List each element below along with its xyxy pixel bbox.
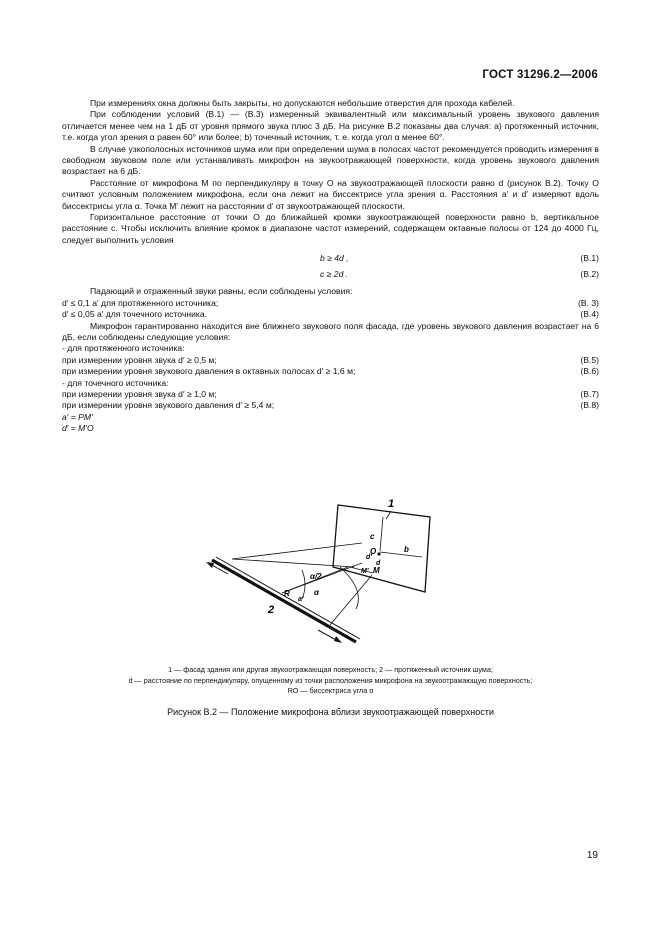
figure-legend: [62, 665, 599, 697]
page-number: 19: [586, 850, 598, 861]
paragraph: При измерениях окна должны быть закрыты, но допускаются небольшие отверстия для прохода кабелей.: [90, 98, 515, 108]
body-text: [62, 98, 599, 435]
figure-b2-diagram: [190, 495, 450, 655]
formula-number: (В.6): [580, 366, 599, 377]
label-b: b: [404, 545, 409, 554]
definition: d′ = M′O: [62, 423, 94, 434]
paragraph: При соблюдении условий (В.1) — (В.3) измеренный эквивалентный или максимальный уровень звукового давления отличается менее чем на 1 дБ от уровня прямого звука плюс 3 дБ. На рисунке В.2 показаны два случая: а) протяженный источник, т.е. когда угол зрения α равен 60° или более; b) точечный источник, т. е. когда угол α менее 60°.: [62, 109, 599, 143]
condition-text: d′ ≤ 0,1 a′ для протяженного источника;: [62, 297, 219, 308]
formula-number: (В.1): [580, 253, 599, 264]
label-a-prime: a′: [298, 596, 304, 603]
condition-b4: [62, 309, 599, 320]
label-2: 2: [268, 604, 275, 616]
condition-text: при измерении уровня звукового давления в октавных полосах d′ ≥ 1,6 м;: [62, 366, 356, 377]
list-label: - для точечного источника:: [62, 377, 169, 388]
label-O: O: [370, 547, 377, 556]
label-M-prime: M′: [361, 568, 369, 575]
formula-number: (В.8): [580, 400, 599, 411]
label-alpha: α: [314, 588, 319, 597]
paragraph: Микрофон гарантированно находится вне ближнего звукового поля фасада, где уровень звукового давления возрастает на 6 дБ, если соблюдены следующие условия:: [62, 320, 599, 342]
condition-b3: [62, 298, 599, 309]
condition-text: при измерении уровня звукового давления d′ ≥ 5,4 м;: [62, 400, 275, 411]
formula-number: (В.7): [580, 388, 599, 399]
condition-text: d′ ≤ 0,05 a′ для точечного источника.: [62, 309, 208, 320]
condition-text: при измерении уровня звука d′ ≥ 0,5 м;: [62, 354, 217, 365]
formula-number: (В.2): [580, 269, 599, 280]
legend-line: RO — биссектриса угла α: [287, 686, 374, 696]
formula-b1: [62, 250, 599, 266]
formula-number: (В. 3): [577, 297, 599, 308]
formula-expression: b ≥ 4d ,: [320, 253, 349, 264]
list-label: - для протяженного источника:: [62, 343, 185, 354]
legend-line: 1 — фасад здания или другая звукоотражающая поверхность; 2 — протяженный источник шума;: [168, 665, 493, 674]
label-1: 1: [388, 498, 395, 510]
document-header: ГОСТ 31296.2—2006: [482, 69, 598, 81]
formula-number: (В.5): [580, 354, 599, 365]
label-R: R: [284, 589, 290, 598]
label-d-prime: d′: [366, 554, 372, 561]
paragraph: Расстояние от микрофона M по перпендикуляру в точку O на звукоотражающей плоскости равно d (рисунок В.2). Точку O считают условным положением микрофона, если она лежит на биссектрисе угла зрения α. Расстояния a′ и d′ измеряют вдоль биссектрисы угла α. Точка M′ лежит на расстоянии d′ от звукоотражающей плоскости.: [62, 177, 599, 211]
condition-text: при измерении уровня звука d′ ≥ 1,0 м;: [62, 388, 217, 399]
paragraph: Падающий и отраженный звуки равны, если соблюдены условия:: [90, 286, 353, 297]
formula-b2: [62, 266, 599, 282]
reflecting-surface: [333, 505, 430, 592]
condition-b7: [62, 389, 599, 400]
paragraph: Горизонтальное расстояние от точки O до ближайшей кромки звукоотражающей поверхности равно b, вертикальное расстояние c. Чтобы исключить влияние кромок в диапазоне частот измерений, содержащем октавные полосы от 124 до 4000 Гц, следует выполнить условия: [62, 212, 599, 245]
formula-expression: c ≥ 2d .: [320, 269, 349, 280]
condition-b6: [62, 366, 599, 377]
label-half-alpha: α/2: [310, 572, 322, 581]
condition-b5: [62, 355, 599, 366]
label-d: d: [376, 560, 381, 567]
label-M: M: [373, 566, 380, 575]
condition-b8: [62, 400, 599, 411]
paragraph: В случае узкополосных источников шума или при определении шума в полосах частот рекомендуется проводить измерения в свободном звуковом поле или устанавливать микрофон на звукоотражающей поверхности, когда уровень звукового давления возрастает на 6 дБ.: [62, 143, 599, 177]
definition: a′ = PM′: [62, 411, 93, 422]
formula-number: (В.4): [580, 309, 599, 320]
legend-line: d — расстояние по перпендикуляру, опущенному из точки расположения микрофона на звукоотражающую поверхность;: [128, 675, 533, 685]
figure-caption: Рисунок В.2 — Положение микрофона вблизи звукоотражающей поверхности: [167, 707, 494, 717]
label-c: c: [370, 532, 375, 541]
